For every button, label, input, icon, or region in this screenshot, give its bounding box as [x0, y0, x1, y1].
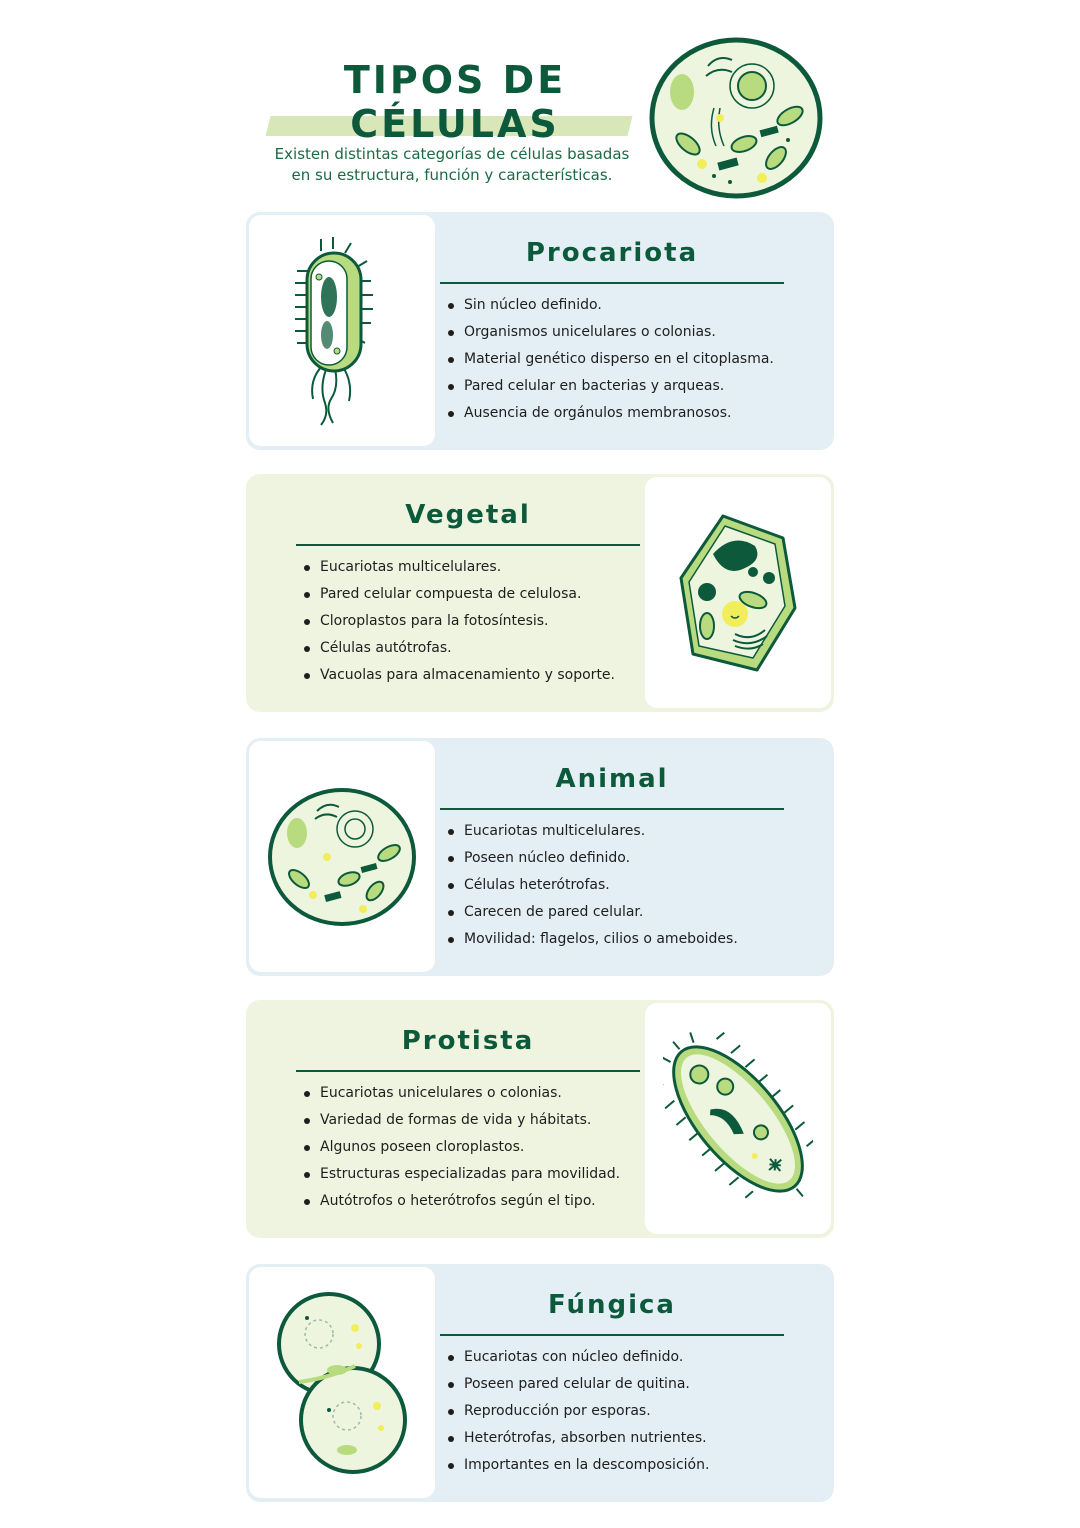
feature-list — [448, 292, 774, 427]
vegetal-text — [296, 474, 640, 712]
procariota-text — [440, 212, 784, 450]
list-item: Organismos unicelulares o colonias. — [448, 319, 774, 346]
feature-list — [304, 1080, 620, 1215]
yeast-cell-icon — [249, 1267, 435, 1498]
list-item: Carecen de pared celular. — [448, 899, 738, 926]
animal-cell-icon — [249, 741, 435, 972]
paramecium-icon — [645, 1003, 831, 1234]
title-divider — [440, 282, 784, 284]
animal-text — [440, 738, 784, 976]
list-item: Reproducción por esporas. — [448, 1398, 709, 1425]
card-procariota — [246, 212, 834, 450]
title-divider — [296, 1070, 640, 1072]
list-item: Pared celular compuesta de celulosa. — [304, 581, 615, 608]
list-item: Vacuolas para almacenamiento y soporte. — [304, 662, 615, 689]
animal-cell-icon — [648, 36, 824, 200]
title-divider — [440, 808, 784, 810]
feature-list — [448, 818, 738, 953]
list-item: Eucariotas unicelulares o colonias. — [304, 1080, 620, 1107]
list-item: Movilidad: flagelos, cilios o ameboides. — [448, 926, 738, 953]
title-divider — [296, 544, 640, 546]
bacterium-icon — [249, 215, 435, 446]
title-divider — [440, 1334, 784, 1336]
card-animal — [246, 738, 834, 976]
card-protista — [246, 1000, 834, 1238]
list-item: Algunos poseen cloroplastos. — [304, 1134, 620, 1161]
list-item: Importantes en la descomposición. — [448, 1452, 709, 1479]
list-item: Poseen núcleo definido. — [448, 845, 738, 872]
page-title: TIPOS DE CÉLULAS — [343, 58, 567, 146]
header — [246, 30, 836, 210]
feature-list — [448, 1344, 709, 1479]
list-item: Autótrofos o heterótrofos según el tipo. — [304, 1188, 620, 1215]
list-item: Eucariotas multicelulares. — [448, 818, 738, 845]
card-title: Procariota — [525, 238, 699, 268]
list-item: Ausencia de orgánulos membranosos. — [448, 400, 774, 427]
list-item: Eucariotas multicelulares. — [304, 554, 615, 581]
protista-text — [296, 1000, 640, 1238]
subtitle-line-2: en su estructura, función y características. — [291, 166, 613, 184]
list-item: Células heterótrofas. — [448, 872, 738, 899]
fungica-text — [440, 1264, 784, 1502]
list-item: Estructuras especializadas para movilidad. — [304, 1161, 620, 1188]
list-item: Variedad de formas de vida y hábitats. — [304, 1107, 620, 1134]
list-item: Cloroplastos para la fotosíntesis. — [304, 608, 615, 635]
feature-list — [304, 554, 615, 689]
card-title: Vegetal — [405, 500, 531, 530]
subtitle-line-1: Existen distintas categorías de células basadas — [274, 145, 630, 163]
plant-cell-icon — [645, 477, 831, 708]
list-item: Material genético disperso en el citoplasma. — [448, 346, 774, 373]
card-fungica — [246, 1264, 834, 1502]
list-item: Sin núcleo definido. — [448, 292, 774, 319]
card-title: Fúngica — [548, 1290, 676, 1320]
list-item: Eucariotas con núcleo definido. — [448, 1344, 709, 1371]
card-vegetal — [246, 474, 834, 712]
page-subtitle — [262, 144, 642, 186]
list-item: Heterótrofas, absorben nutrientes. — [448, 1425, 709, 1452]
card-title: Protista — [401, 1026, 535, 1056]
list-item: Pared celular en bacterias y arqueas. — [448, 373, 774, 400]
list-item: Poseen pared celular de quitina. — [448, 1371, 709, 1398]
card-title: Animal — [555, 764, 669, 794]
list-item: Células autótrofas. — [304, 635, 615, 662]
